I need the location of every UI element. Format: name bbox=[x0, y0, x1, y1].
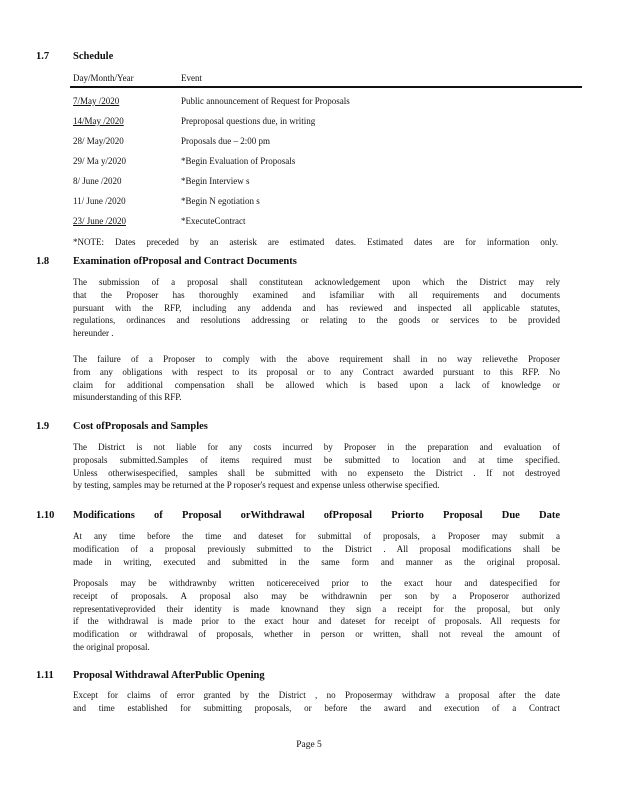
text-line: Proposals may be withdrawnby written noticereceived prior to the exact hour and datespecified for bbox=[73, 578, 560, 588]
text-line: receipt of proposals. A proposal also may be withdrawnin per son by a Proposeror authorized bbox=[73, 590, 560, 601]
paragraph bbox=[73, 353, 560, 404]
text-line: Unless otherwisespecified, samples shall be submitted with no expenseto the District . If not destroyed bbox=[73, 467, 560, 478]
paragraph bbox=[73, 689, 560, 715]
schedule-date: 23/ June /2020 bbox=[73, 216, 126, 226]
schedule-note: *NOTE: Dates preceded by an asterisk are estimated dates. Estimated dates are for information only. bbox=[73, 237, 558, 247]
schedule-column-date: Day/Month/Year bbox=[73, 73, 134, 83]
text-line: claim for additional compensation shall be allowed which is based upon a lack of knowledge or bbox=[73, 379, 560, 390]
paragraph bbox=[73, 441, 560, 492]
text-line: made in writing, executed and submitted in the same form and manner as the original proposal. bbox=[73, 556, 560, 567]
text-line: The failure of a Proposer to comply with the above requirement shall in no way relievethe Proposer bbox=[73, 354, 560, 364]
paragraph bbox=[73, 276, 560, 340]
section-title: Modifications of Proposal orWithdrawal ofProposal Priorto Proposal Due Date bbox=[73, 510, 560, 521]
text-line: by testing, samples may be returned at the P roposer's request and expense unless otherwise specified. bbox=[73, 480, 440, 491]
section-title: Schedule bbox=[73, 51, 114, 62]
paragraph bbox=[73, 577, 560, 654]
text-line: if the withdrawal is made prior to the exact hour and dateset for receipt of proposals. All requests for bbox=[73, 616, 560, 627]
text-line: hereunder . bbox=[73, 328, 114, 339]
text-line: modification or withdrawal of proposals, whether in person or written, shall not reveal the amount of bbox=[73, 629, 560, 640]
text-line: modification of a proposal previously submitted to the District . All proposal modifications shall be bbox=[73, 543, 560, 554]
text-line: The submission of a proposal shall constitutean acknowledgement upon which the District may rely bbox=[73, 277, 560, 287]
schedule-event: *Begin N egotiation s bbox=[181, 196, 260, 206]
text-line: At any time before the time and dateset for submittal of proposals, a Proposer may submit a bbox=[73, 531, 560, 541]
schedule-date: 29/ Ma y/2020 bbox=[73, 156, 126, 166]
text-line: and time established for submitting proposals, or before the award and execution of a Contract bbox=[73, 702, 560, 713]
text-line: Except for claims of error granted by the District , no Proposermay withdraw a proposal after the date bbox=[73, 690, 560, 700]
schedule-event: *ExecuteContract bbox=[181, 216, 246, 226]
text-line: representativeprovided their identity is made knownand they sign a receipt for the proposal, but only bbox=[73, 603, 560, 614]
schedule-date: 8/ June /2020 bbox=[73, 176, 122, 186]
text-line: the original proposal. bbox=[73, 641, 150, 652]
section-number: 1.11 bbox=[36, 670, 54, 681]
section-title: Proposal Withdrawal AfterPublic Opening bbox=[73, 670, 265, 681]
page-number: Page 5 bbox=[296, 740, 322, 750]
schedule-header-rule bbox=[70, 86, 582, 88]
section-number: 1.10 bbox=[36, 510, 55, 521]
schedule-column-event: Event bbox=[181, 73, 202, 83]
text-line: that the Proposer has thoroughly examined and isfamiliar with all requirements and documents bbox=[73, 289, 560, 300]
schedule-event: Public announcement of Request for Proposals bbox=[181, 96, 350, 106]
schedule-date: 14/May /2020 bbox=[73, 116, 124, 126]
schedule-date: 28/ May/2020 bbox=[73, 136, 124, 146]
text-line: proposals submitted.Samples of items required must be submitted to location and at time specified. bbox=[73, 454, 560, 465]
section-number: 1.9 bbox=[36, 421, 50, 432]
section-title: Cost ofProposals and Samples bbox=[73, 421, 208, 432]
schedule-event: Preproposal questions due, in writing bbox=[181, 116, 316, 126]
schedule-event: *Begin Interview s bbox=[181, 176, 250, 186]
schedule-date: 7/May /2020 bbox=[73, 96, 120, 106]
schedule-event: Proposals due – 2:00 pm bbox=[181, 136, 270, 146]
text-line: The District is not liable for any costs incurred by Proposer in the preparation and evaluation of bbox=[73, 442, 560, 452]
text-line: from any obligations with respect to its proposal or to any Contract awarded pursuant to this RFP. No bbox=[73, 366, 560, 377]
schedule-event: *Begin Evaluation of Proposals bbox=[181, 156, 296, 166]
text-line: misunderstanding of this RFP. bbox=[73, 392, 182, 403]
text-line: pursuant with the RFP, including any addenda and has reviewed and inspected all applicable statutes, bbox=[73, 302, 560, 313]
schedule-date: 11/ June /2020 bbox=[73, 196, 126, 206]
paragraph bbox=[73, 530, 560, 568]
section-number: 1.8 bbox=[36, 256, 50, 267]
section-title: Examination ofProposal and Contract Documents bbox=[73, 256, 297, 267]
section-number: 1.7 bbox=[36, 51, 50, 62]
text-line: regulations, ordinances and resolutions addressing or relating to the goods or services to be provided bbox=[73, 315, 560, 326]
